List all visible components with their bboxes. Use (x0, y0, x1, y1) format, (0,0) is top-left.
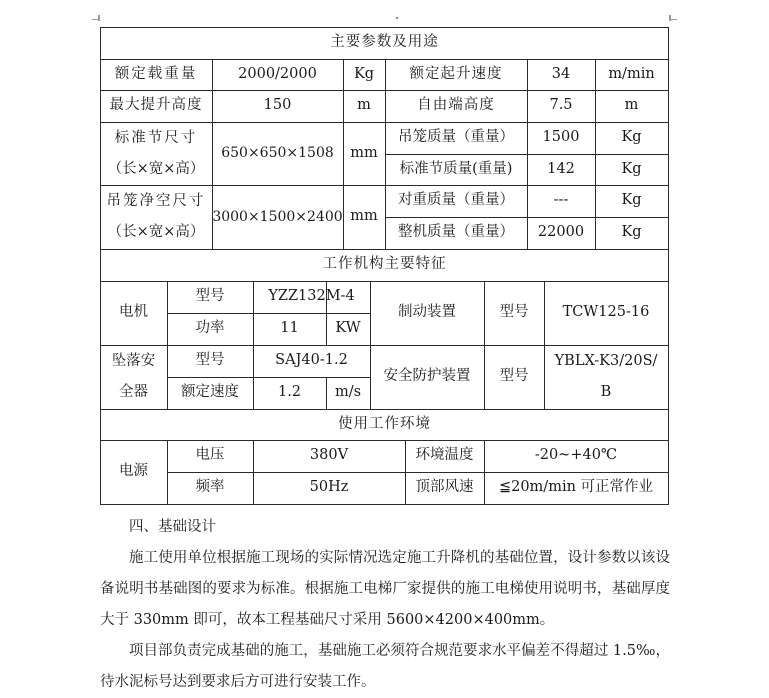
safety-speed-unit: m/s (334, 384, 362, 401)
power-label: 电源 (119, 463, 148, 480)
section-heading: 四、基础设计 (129, 519, 216, 535)
mast-mass-value: 142 (547, 160, 575, 177)
crop-mark-right-h (669, 19, 677, 20)
mast-size-unit: mm (350, 144, 378, 161)
free-end-value: 7.5 (549, 97, 573, 114)
mast-size-label (100, 122, 212, 185)
safety-gear-label (100, 345, 167, 409)
section-title-main-params: 主要参数及用途 (330, 34, 439, 51)
motor-label: 电机 (119, 304, 148, 321)
protect-model-label: 型号 (499, 368, 529, 385)
cage-space-label-line1: 吊笼净空尺寸 (106, 193, 206, 209)
top-wind-value: ≦20m/min 可正常作业 (498, 479, 654, 496)
brake-model-value: TCW125-16 (562, 304, 650, 321)
top-wind-label: 顶部风速 (415, 479, 474, 496)
mast-mass-unit: Kg (621, 160, 642, 177)
motor-model-label: 型号 (195, 288, 225, 305)
safety-gear-label-line1: 坠落安 (111, 353, 156, 369)
protect-model-value-line2: B (600, 384, 612, 400)
protect-label: 安全防护装置 (383, 368, 471, 385)
mast-size-label-line2: （长×宽×高） (107, 160, 205, 177)
protect-model-value-line1: YBLX-K3/20S/ (554, 353, 658, 369)
cage-mass-label: 吊笼质量（重量） (398, 129, 514, 146)
rated-load-label: 额定载重量 (114, 65, 198, 82)
page-dot (396, 17, 398, 19)
voltage-value: 380V (309, 447, 349, 464)
rated-load-unit: Kg (353, 65, 375, 82)
rated-speed-value: 34 (551, 65, 571, 82)
body-text (100, 512, 670, 698)
freq-label: 频率 (195, 479, 225, 496)
motor-power-label: 功率 (195, 320, 225, 337)
motor-power-value: 11 (280, 320, 299, 337)
safety-speed-value: 1.2 (277, 384, 302, 401)
freq-value: 50Hz (309, 479, 349, 496)
crop-mark-left-h (92, 19, 100, 20)
motor-power-unit: KW (335, 320, 361, 337)
cage-space-value: 3000×1500×2400 (212, 208, 343, 225)
free-end-unit: m (624, 97, 639, 114)
cage-space-label-line2: （长×宽×高） (107, 224, 205, 240)
total-mass-label: 整机质量（重量） (398, 224, 514, 241)
cage-mass-value: 1500 (542, 129, 580, 146)
counterweight-label: 对重质量（重量） (398, 192, 514, 209)
motor-model-value: YZZ132M-4 (268, 288, 355, 305)
counterweight-value: --- (553, 192, 569, 209)
mast-size-label-line1: 标准节尺寸 (114, 129, 198, 146)
env-temp-value: -20~+40℃ (534, 447, 618, 464)
total-mass-value: 22000 (537, 224, 585, 241)
crop-mark-right (669, 15, 671, 21)
cage-mass-unit: Kg (621, 129, 642, 146)
paragraph-1: 施工使用单位根据施工现场的实际情况选定施工升降机的基础位置，设计参数以该设备说明书基础图的要求为标准。根据施工电梯厂家提供的施工电梯使用说明书，基础厚度大于 330mm 即可，故本工程基础尺寸采用 5600×4200×400mm。 (100, 550, 670, 628)
cage-space-unit: mm (350, 208, 378, 225)
paragraph-2: 项目部负责完成基础的施工，基础施工必须符合规范要求水平偏差不得超过 1.5‰，待水泥标号达到要求后方可进行安装工作。 (100, 643, 670, 690)
env-temp-label: 环境温度 (415, 447, 474, 464)
section-title-environment: 使用工作环境 (338, 415, 431, 432)
protect-model-value (544, 345, 668, 409)
mast-size-value: 650×650×1508 (221, 145, 334, 162)
brake-label: 制动装置 (398, 304, 456, 321)
safety-model-label: 型号 (195, 352, 225, 369)
rated-speed-label: 额定起升速度 (409, 65, 503, 82)
safety-gear-label-line2: 全器 (119, 384, 148, 400)
rated-load-value: 2000/2000 (238, 65, 317, 82)
spec-grid (100, 27, 669, 505)
voltage-label: 电压 (195, 447, 225, 464)
max-height-unit: m (357, 97, 371, 114)
section-title-work-mechanism: 工作机构主要特征 (322, 256, 447, 273)
free-end-label: 自由端高度 (417, 97, 495, 114)
safety-speed-label: 额定速度 (181, 384, 239, 401)
crop-mark-left (98, 15, 100, 21)
counterweight-unit: Kg (621, 192, 642, 209)
total-mass-unit: Kg (621, 224, 642, 241)
brake-model-label: 型号 (499, 304, 529, 321)
mast-mass-label: 标准节质量(重量) (399, 160, 513, 177)
max-height-label: 最大提升高度 (109, 97, 203, 114)
cage-space-label (100, 185, 212, 249)
safety-model-value: SAJ40-1.2 (275, 352, 348, 369)
rated-speed-unit: m/min (608, 65, 655, 82)
max-height-value: 150 (263, 97, 292, 114)
